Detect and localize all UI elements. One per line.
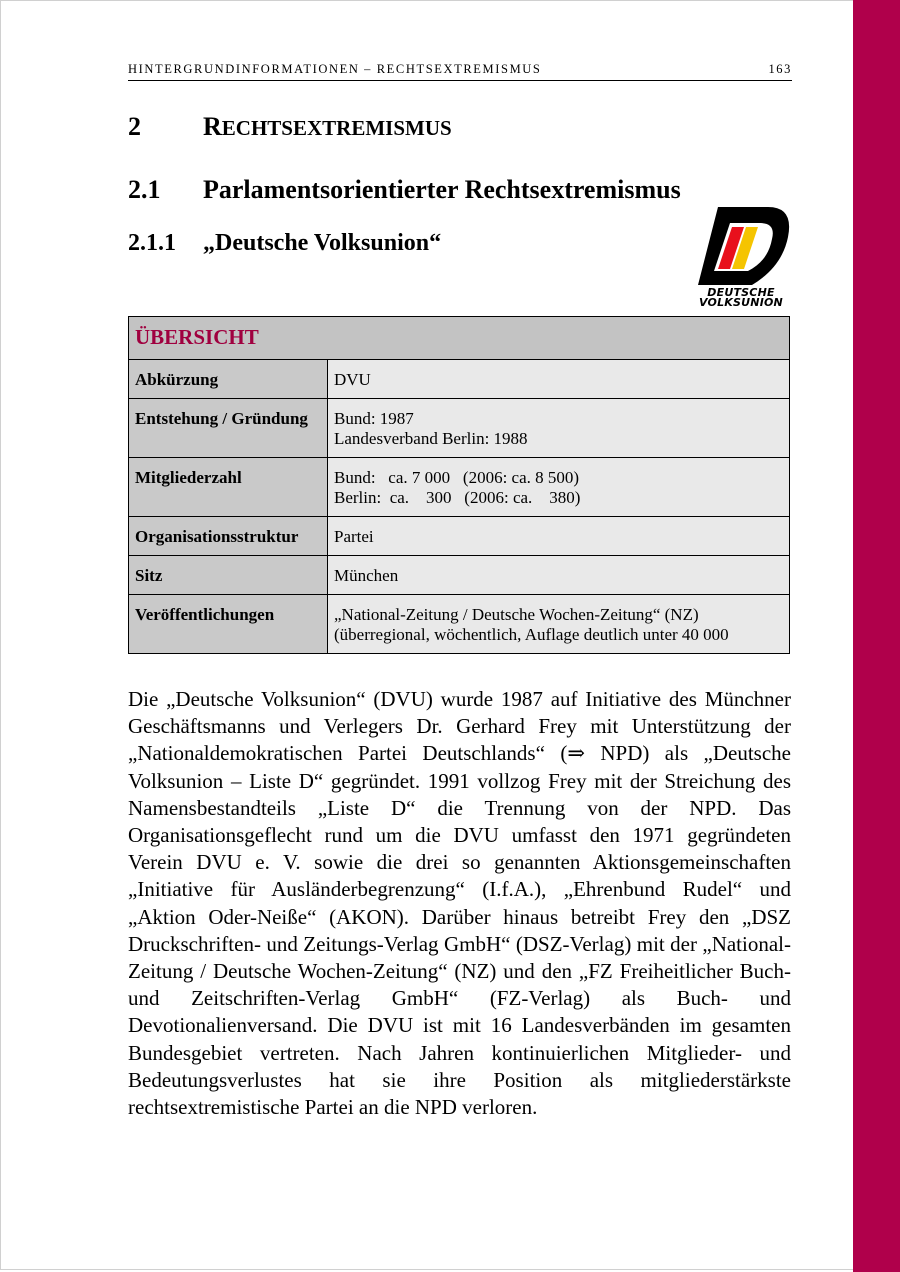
overview-value-line: München [334, 566, 399, 585]
overview-value-line: (überregional, wöchentlich, Auflage deutlich unter 40 000 [334, 625, 729, 644]
overview-row-label: Entstehung / Gründung [129, 399, 328, 458]
overview-table [128, 316, 790, 654]
overview-row-value [328, 399, 790, 458]
overview-row-label: Sitz [129, 556, 328, 595]
subsubsection-title: „Deutsche Volksunion“ [203, 230, 442, 256]
body-paragraph: Die „Deutsche Volksunion“ (DVU) wurde 1987 auf Initiative des Münchner Geschäftsmanns und Verlegers Dr. Gerhard Frey mit Unterstützung der „Nationaldemokratischen Partei Deutschlands“ (⇒ NPD) als „Deutsche Volksunion – Liste D“ gegründet. 1991 vollzog Frey mit der Streichung des Namensbestandteils „Liste D“ die Trennung von der NPD. Das Organisationsgeflecht rund um die DVU umfasst den 1971 gegründeten Verein DVU e. V. sowie die drei so genannten Aktionsgemeinschaften „Initiative für Ausländerbegrenzung“ (I.f.A.), „Ehrenbund Rudel“ und „Aktion Oder-Neiße“ (AKON). Darüber hinaus betreibt Frey den „DSZ Druckschriften- und Zeitungs-Verlag GmbH“ (DSZ-Verlag) mit der „National-Zeitung / Deutsche Wochen-Zeitung“ (NZ) und den „FZ Freiheitlicher Buch- und Zeitschriften-Verlag GmbH“ (FZ-Verlag) als Buch- und Devotionalienversand. Die DVU ist mit 16 Landesverbänden im gesamten Bundesgebiet vertreten. Nach Jahren kontinuierlichen Mitglieder- und Bedeutungsverlustes hat sie ihre Position als mitgliederstärkste rechtsextremistische Partei an die NPD verloren. [128, 687, 791, 1120]
overview-row-value [328, 360, 790, 399]
subsection-heading [128, 175, 681, 205]
overview-row-label: Abkürzung [129, 360, 328, 399]
logo-text [690, 288, 792, 308]
overview-row [129, 360, 790, 399]
overview-row-label: Veröffentlichungen [129, 595, 328, 654]
overview-row-value [328, 458, 790, 517]
subsubsection-number: 2.1.1 [128, 230, 176, 256]
subsubsection-heading [128, 230, 441, 257]
side-color-bar [853, 0, 900, 1272]
running-head-title: HINTERGRUNDINFORMATIONEN – RECHTSEXTREMISMUS [128, 62, 542, 76]
overview-value-line: Berlin: ca. 300 (2006: ca. 380) [334, 488, 581, 507]
overview-row [129, 517, 790, 556]
overview-value-line: Partei [334, 527, 374, 546]
overview-value-line: DVU [334, 370, 371, 389]
overview-value-line: Bund: 1987 [334, 409, 414, 428]
section-title [203, 112, 452, 142]
subsection-number: 2.1 [128, 175, 161, 204]
overview-row-value [328, 595, 790, 654]
overview-row-value [328, 517, 790, 556]
overview-title: ÜBERSICHT [129, 317, 790, 360]
logo-text-line2: VOLKSUNION [699, 296, 783, 309]
overview-row [129, 595, 790, 654]
overview-row-value [328, 556, 790, 595]
overview-value-line: „National-Zeitung / Deutsche Wochen-Zeitung“ (NZ) [334, 605, 699, 624]
overview-value-line: Bund: ca. 7 000 (2006: ca. 8 500) [334, 468, 580, 487]
overview-row-label: Mitgliederzahl [129, 458, 328, 517]
section-title-rest: ECHTSEXTREMISMUS [221, 116, 452, 140]
overview-value-line: Landesverband Berlin: 1988 [334, 429, 528, 448]
running-head [128, 62, 792, 81]
subsection-title: Parlamentsorientierter Rechtsextremismus [203, 175, 681, 204]
overview-row [129, 458, 790, 517]
overview-row-label: Organisationsstruktur [129, 517, 328, 556]
section-title-initial: R [203, 112, 222, 141]
overview-row [129, 399, 790, 458]
overview-row [129, 556, 790, 595]
section-number: 2 [128, 112, 141, 141]
logo-text-line1: DEUTSCHE [707, 286, 775, 299]
page-number: 163 [768, 62, 792, 76]
section-heading [128, 112, 452, 142]
